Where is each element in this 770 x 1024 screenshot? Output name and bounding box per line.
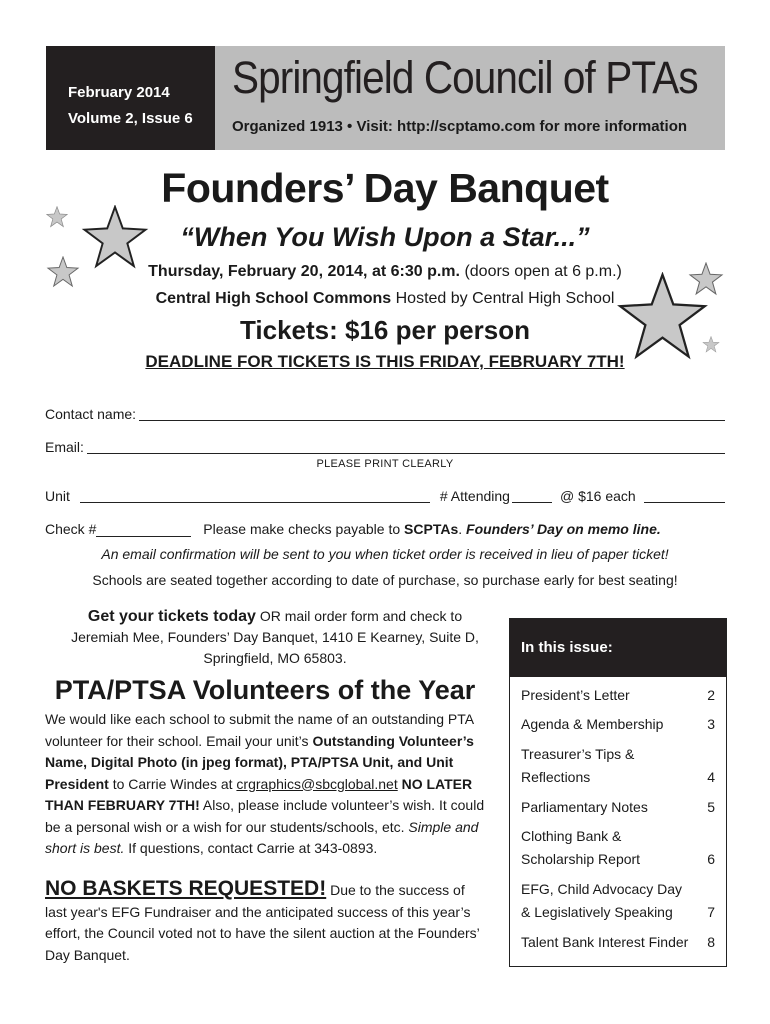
volunteers-contact-text: If questions, contact Carrie at 343-0893. bbox=[128, 840, 378, 856]
unit-field[interactable] bbox=[80, 488, 430, 503]
ticket-deadline: DEADLINE FOR TICKETS IS THIS FRIDAY, FEBRUARY 7TH! bbox=[145, 352, 625, 371]
volunteers-text: We would like each school to submit the name of an outstanding PTA volunteer for their school. Email your unit’s bbox=[45, 711, 474, 749]
no-baskets-text: Due to the success of last year's EFG Fundraiser and the anticipated success of this year’s effort, the Council voted not to have the silent auction at the Founders’ Day Banquet. bbox=[45, 882, 480, 963]
masthead bbox=[215, 46, 725, 150]
no-baskets-heading: NO BASKETS REQUESTED! bbox=[45, 877, 327, 900]
toc-item-label: Scholarship Report bbox=[521, 851, 641, 867]
toc-item-page: 5 bbox=[707, 799, 715, 815]
volunteers-text: Also, please include volunteer’s wish. It could be a personal wish or a wish for our students/schools, etc. bbox=[45, 797, 485, 835]
issue-date: February 2014 bbox=[68, 84, 170, 101]
toc-item-page: 6 bbox=[707, 851, 715, 867]
email-field[interactable] bbox=[87, 439, 725, 454]
volunteers-heading: PTA/PTSA Volunteers of the Year bbox=[54, 675, 476, 705]
unit-row bbox=[45, 488, 725, 504]
toc-item[interactable] bbox=[521, 878, 715, 924]
toc-item[interactable] bbox=[521, 713, 715, 736]
toc-item[interactable] bbox=[521, 684, 715, 707]
volunteers-text: to Carrie Windes at bbox=[112, 775, 233, 792]
event-host: Hosted by Central High School bbox=[395, 290, 615, 307]
payable-to: SCPTAs bbox=[404, 521, 459, 537]
toc-item-label: Agenda & Membership bbox=[521, 716, 664, 732]
email-row bbox=[45, 439, 725, 455]
toc-item-label: Clothing Bank & bbox=[521, 828, 622, 844]
toc-item-label: President’s Letter bbox=[521, 687, 630, 703]
contact-email-link[interactable]: crgraphics@sbcglobal.net bbox=[236, 775, 398, 792]
print-clearly-note: PLEASE PRINT CLEARLY bbox=[316, 458, 454, 470]
issue-volume: Volume 2, Issue 6 bbox=[68, 110, 193, 127]
get-tickets-lead: Get your tickets today bbox=[87, 608, 256, 625]
mail-city-line: Springfield, MO 65803. bbox=[203, 650, 347, 666]
contact-label: Contact name: bbox=[45, 406, 137, 422]
event-title: Founders’ Day Banquet bbox=[161, 165, 609, 211]
toc-item[interactable] bbox=[521, 825, 715, 871]
volunteers-body bbox=[45, 709, 495, 860]
toc-item-page: 2 bbox=[707, 687, 715, 703]
toc-item-page: 4 bbox=[707, 769, 715, 785]
unit-label: Unit bbox=[45, 488, 70, 504]
in-this-issue-box bbox=[509, 618, 727, 967]
volunteers-deadline: NO LATER THAN FEBRUARY 7TH! bbox=[45, 775, 473, 813]
ticket-price: Tickets: $16 per person bbox=[240, 315, 530, 345]
event-venue-line bbox=[0, 290, 770, 308]
seating-note: Schools are seated together according to date of purchase, so purchase early for best seating! bbox=[92, 572, 678, 588]
toc-heading bbox=[510, 619, 726, 677]
contact-row bbox=[45, 406, 725, 422]
toc-item[interactable] bbox=[521, 931, 715, 954]
mail-order-text: OR mail order form and check to bbox=[259, 608, 463, 624]
toc-item[interactable] bbox=[521, 743, 715, 789]
org-subtitle: Organized 1913 • Visit: http://scptamo.com for more information bbox=[232, 118, 688, 135]
toc-item-page: 8 bbox=[707, 934, 715, 950]
toc-item-page: 7 bbox=[707, 904, 715, 920]
total-field[interactable] bbox=[644, 488, 725, 503]
toc-heading-label: In this issue: bbox=[521, 639, 613, 656]
volunteers-italic-note: Simple and short is best. bbox=[45, 818, 479, 856]
attending-field[interactable] bbox=[512, 488, 552, 503]
event-subtitle: “When You Wish Upon a Star...” bbox=[180, 222, 590, 252]
toc-item-label: EFG, Child Advocacy Day bbox=[521, 881, 683, 897]
no-baskets-section bbox=[45, 878, 490, 966]
price-each-label: @ $16 each bbox=[559, 488, 636, 504]
event-date: Thursday, February 20, 2014, at 6:30 p.m. bbox=[148, 263, 460, 280]
mail-address-line: Jeremiah Mee, Founders’ Day Banquet, 1410 E Kearney, Suite D, bbox=[71, 629, 479, 645]
toc-item-label: Reflections bbox=[521, 769, 591, 785]
attending-label: # Attending bbox=[439, 488, 510, 504]
memo-line: Founders’ Day on memo line. bbox=[466, 521, 661, 537]
toc-item-label: Treasurer’s Tips & bbox=[521, 746, 635, 762]
email-confirmation-note: An email confirmation will be sent to you when ticket order is received in lieu of paper ticket! bbox=[101, 546, 669, 562]
contact-field[interactable] bbox=[139, 406, 725, 421]
event-date-line bbox=[0, 263, 770, 281]
toc-item-label: Parliamentary Notes bbox=[521, 799, 648, 815]
org-name: Springfield Council of PTAs bbox=[232, 52, 698, 103]
check-label: Check # bbox=[45, 521, 97, 537]
volunteers-required-info: Outstanding Volunteer’s Name, Digital Photo (in jpeg format), PTA/PTSA Unit, and Unit President bbox=[45, 732, 474, 792]
toc-item-label: & Legislatively Speaking bbox=[521, 904, 673, 920]
email-label: Email: bbox=[45, 439, 84, 455]
toc-item-label: Talent Bank Interest Finder bbox=[521, 934, 689, 950]
issue-info-box bbox=[46, 46, 215, 150]
check-row: Check # Please make checks payable to SCPTAs. Founders’ Day on memo line. bbox=[45, 521, 661, 537]
check-number-field[interactable] bbox=[96, 522, 191, 537]
mail-order-info bbox=[45, 606, 505, 669]
event-venue: Central High School Commons bbox=[155, 290, 392, 307]
toc-item-page: 3 bbox=[707, 716, 715, 732]
payable-text: Please make checks payable to bbox=[203, 521, 401, 537]
event-doors: (doors open at 6 p.m.) bbox=[464, 263, 622, 280]
toc-item[interactable] bbox=[521, 796, 715, 819]
